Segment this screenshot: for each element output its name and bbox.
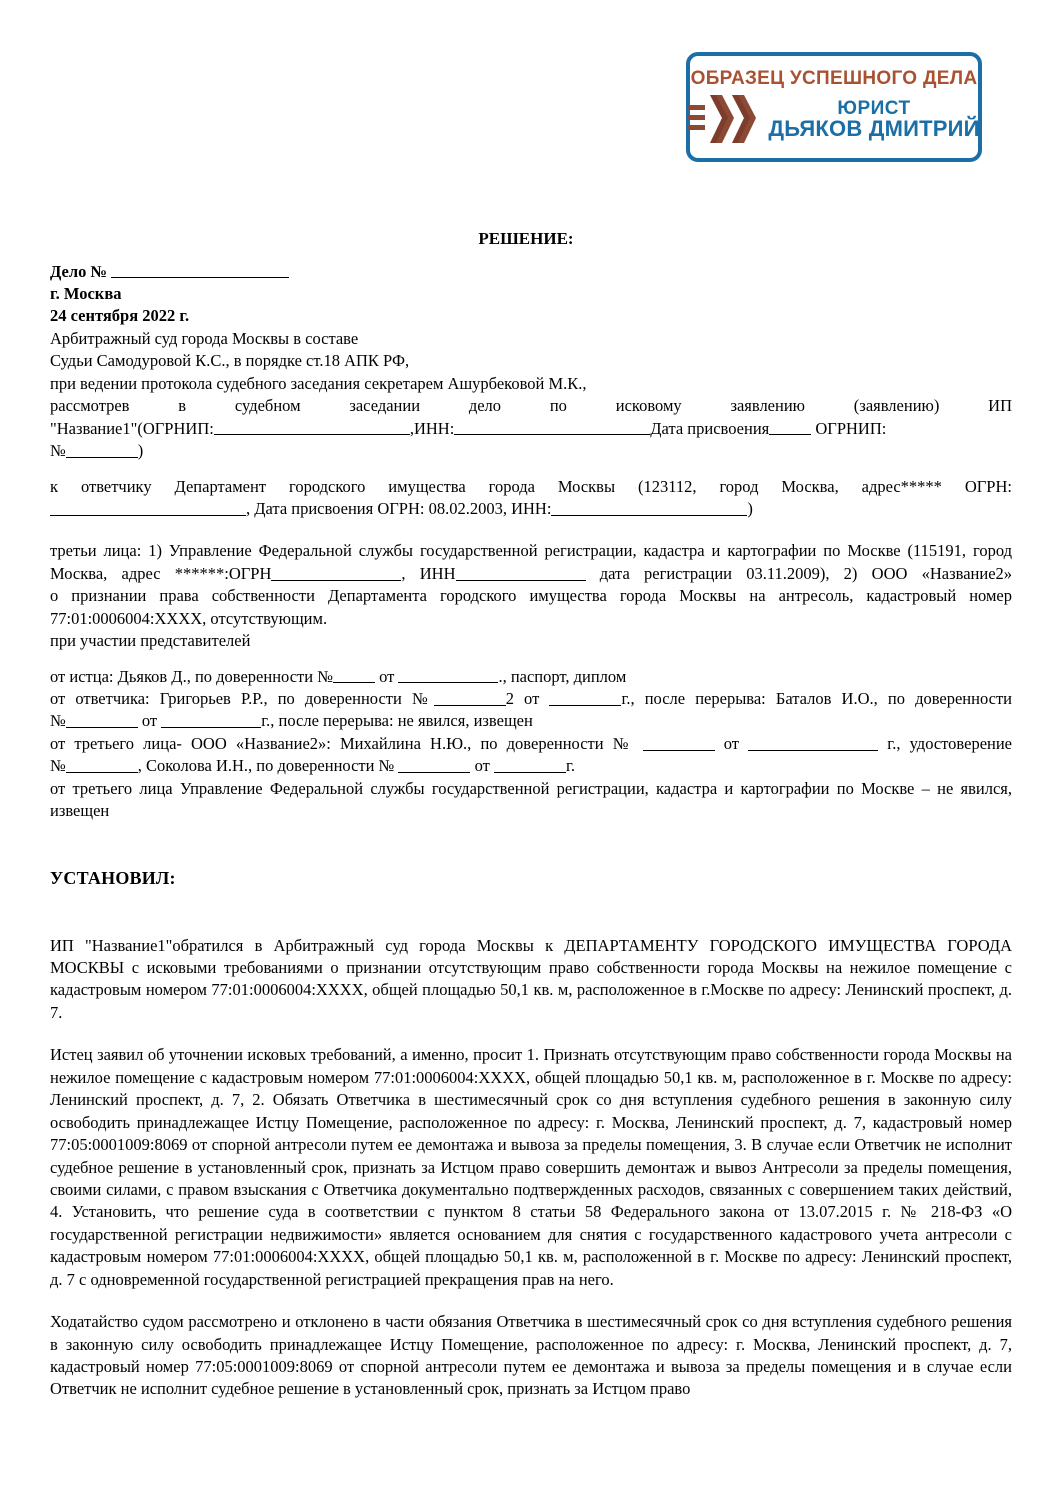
plaintiff-inn-blank[interactable]	[454, 419, 650, 436]
plaintiff-number-blank[interactable]	[66, 441, 138, 458]
rep-plaintiff-poa-blank[interactable]	[333, 667, 375, 684]
rep-plaintiff-text-b: от	[379, 666, 395, 686]
stamp-lawyer-name: ДЬЯКОВ ДМИТРИЙ	[768, 115, 980, 141]
rep-third-text-e: , Соколова И.Н., по доверенности №	[137, 756, 395, 776]
lawyer-sample-case-stamp	[686, 52, 982, 162]
city-line: г. Москва	[50, 284, 122, 304]
considered-line: рассмотрев в судебном заседании дело по исковому заявлению (заявлению) ИП	[50, 396, 1012, 416]
rep-third-poa-blank[interactable]	[643, 734, 715, 751]
rep-third-text-f: от	[474, 756, 490, 776]
rep-defendant-date-blank[interactable]	[549, 689, 621, 706]
stamp-name-block	[768, 99, 979, 141]
third-parties-text-b: , ИНН	[401, 563, 456, 583]
rep-third-text-d: №	[50, 756, 66, 776]
rep-plaintiff-date-blank[interactable]	[398, 667, 498, 684]
defendant-ogrn-blank[interactable]	[50, 499, 246, 516]
case-number-label: Дело №	[50, 261, 108, 281]
defendant-line-2	[50, 498, 1012, 520]
third-parties-text-a: третьи лица: 1) Управление Федеральной службы государственной регистрации, кадастра и картографии по Москве (115191, город Москва, адрес ******:ОГРН	[50, 541, 1012, 583]
stamp-role-label: ЮРИСТ	[837, 97, 911, 119]
plaintiff-assign-date-label: Дата присвоения	[650, 418, 770, 438]
plaintiff-close-paren: )	[137, 441, 144, 461]
plaintiff-name-ogrnip-label: "Название1"(ОГРНИП:	[50, 418, 214, 438]
rep-third-cert-blank[interactable]	[66, 756, 138, 773]
section-heading-ustanovil: УСТАНОВИЛ:	[50, 867, 176, 888]
rep-defendant-text-f: г., после перерыва: не явился, извещен	[261, 711, 533, 731]
subject-line: о признании права собственности Департамента городского имущества города Москвы на антресоль, кадастровый номер 77:01:0006004:XXXX, отсутствующим.	[50, 586, 1012, 628]
rep-third-text-b: от	[723, 733, 740, 753]
rep-third-party-line	[50, 733, 1012, 755]
defendant-inn-blank[interactable]	[551, 499, 747, 516]
plaintiff-inn-label: ,ИНН:	[409, 418, 455, 438]
stamp-top-label: ОБРАЗЕЦ УСПЕШНОГО ДЕЛА	[690, 67, 978, 89]
plaintiff-details-line	[50, 418, 1012, 440]
third-parties-line	[50, 540, 1012, 585]
case-number-line	[50, 261, 1012, 283]
third-party-ogrn-blank[interactable]	[271, 564, 401, 581]
defendant-close-paren: )	[747, 498, 753, 518]
rep-defendant-text-b: 2 от	[505, 689, 540, 709]
case-number-blank[interactable]	[111, 262, 289, 279]
document-title: РЕШЕНИЕ:	[478, 229, 574, 248]
date-line: 24 сентября 2022 г.	[50, 306, 190, 326]
rep-defendant-poa-blank[interactable]	[434, 689, 506, 706]
rep-third-text-a: от третьего лица- ООО «Название2»: Михайлина Н.Ю., по доверенности №	[50, 733, 634, 753]
participation-line: при участии представителей	[50, 631, 251, 651]
rep-rosreestr-line: от третьего лица Управление Федеральной службы государственной регистрации, кадастра и картографии по Москве – не явился, извещен	[50, 778, 1012, 821]
plaintiff-ogrnip-blank[interactable]	[214, 419, 410, 436]
rep-defendant-text-a: от ответчика: Григорьев Р.Р., по доверенности №	[50, 689, 434, 709]
stylized-zhe-letter-icon	[688, 93, 762, 145]
plaintiff-ogrnip-label2: ОГРНИП:	[815, 418, 887, 438]
plaintiff-number-sign: №	[50, 441, 66, 461]
plaintiff-assign-date-blank[interactable]	[769, 419, 811, 436]
document-body	[50, 228, 1012, 1401]
rep-defendant-line-2	[50, 710, 1012, 732]
rep-third-text-g: г.	[565, 756, 575, 776]
rep-defendant-text-d: №	[50, 711, 66, 731]
stamp-body	[696, 93, 980, 145]
rep-defendant-text-c: г., после перерыва: Баталов И.О., по доверенности	[621, 689, 1012, 709]
defendant-line-1: к ответчику Департамент городского имущества города Москвы (123112, город Москва, адрес***** ОГРН:	[50, 476, 1012, 496]
rep-plaintiff-text-a: от истца: Дьяков Д., по доверенности №	[50, 666, 333, 686]
rep-defendant-text-e: от	[141, 711, 158, 731]
rep-defendant-poa2-blank[interactable]	[66, 711, 138, 728]
rep-plaintiff-line	[50, 666, 1012, 688]
rep-defendant-line	[50, 688, 1012, 710]
paragraph-motion-rejected: Ходатайство судом рассмотрено и отклонено в части обязания Ответчика в шестимесячный срок со дня вступления судебного решения в законную силу освободить принадлежащее Истцу Помещение, расположенное по адресу: г. Москва, Ленинский проспект, д. 7, кадастровый номер 77:05:0001009:8069 от спорной антресоли путем ее демонтажа и вывоза за пределы помещения и в случае если Ответчик не исполнит судебное решение в установленный срок, признать за Истцом право	[50, 1312, 1012, 1399]
third-party-inn-blank[interactable]	[456, 564, 586, 581]
rep-third-date-blank[interactable]	[748, 734, 878, 751]
judge-line: Судьи Самодуровой К.С., в порядке ст.18 АПК РФ,	[50, 351, 410, 371]
rep-third-date2-blank[interactable]	[494, 756, 566, 773]
court-composition-line: Арбитражный суд города Москвы в составе	[50, 328, 359, 348]
rep-plaintiff-text-c: ., паспорт, диплом	[498, 666, 627, 686]
third-parties-text-c: дата регистрации 03.11.2009), 2) ООО «Название2»	[599, 563, 1013, 583]
paragraph-claim-summary: ИП "Название1"обратился в Арбитражный суд города Москвы к ДЕПАРТАМЕНТУ ГОРОДСКОГО ИМУЩЕСТВА ГОРОДА МОСКВЫ с исковыми требованиями о признании отсутствующим право собственности города Москвы на нежилое помещение с кадастровым номером 77:01:0006004:XXXX, общей площадью 50,1 кв. м, расположенное в г.Москве по адресу: Ленинский проспект, д. 7.	[50, 935, 1012, 1022]
paragraph-claim-amendment: Истец заявил об уточнении исковых требований, а именно, просит 1. Признать отсутствующим право собственности города Москвы на нежилое помещение с кадастровым номером 77:01:0006004:XXXX, общей площадью 50,1 кв. м, расположенное в г. Москве по адресу: Ленинский проспект, д. 7, 2. Обязать Ответчика в шестимесячный срок со дня вступления судебного решения в законную силу освободить принадлежащее Истцу Помещение, расположенное по адресу: г. Москва, Ленинский проспект, д. 7, кадастровый номер 77:05:0001009:8069 от спорной антресоли путем ее демонтажа и вывоза за пределы помещения, 3. В случае если Ответчик не исполнит судебное решение в установленный срок, признать за Истцом право совершить демонтаж и вывоз Антресоли за пределы помещения, своими силами, с правом взыскания с Ответчика документально подтвержденных расходов, связанных с совершением таких действий, 4. Установить, что решение суда в соответствии с пунктом 8 статьи 58 Федерального закона от 13.07.2015 г. № 218-ФЗ «О государственной регистрации недвижимости» является основанием для снятия с государственного кадастрового учета антресоли с кадастровым номером 77:01:0006004:XXXX, общей площадью 50,1 кв. м, расположенной в г. Москве по адресу: Ленинский проспект, д. 7 с одновременной государственной регистрацией прекращения прав на него.	[50, 1045, 1012, 1289]
defendant-ogrn-date-label: , Дата присвоения ОГРН: 08.02.2003, ИНН:	[246, 498, 552, 518]
rep-third-party-line-2	[50, 755, 1012, 777]
plaintiff-details-line-2	[50, 440, 1012, 462]
rep-defendant-date2-blank[interactable]	[161, 711, 261, 728]
rep-third-text-c: г., удостоверение	[887, 733, 1012, 753]
secretary-line: при ведении протокола судебного заседания секретарем Ашурбековой М.К.,	[50, 373, 587, 393]
rep-third-poa2-blank[interactable]	[398, 756, 470, 773]
